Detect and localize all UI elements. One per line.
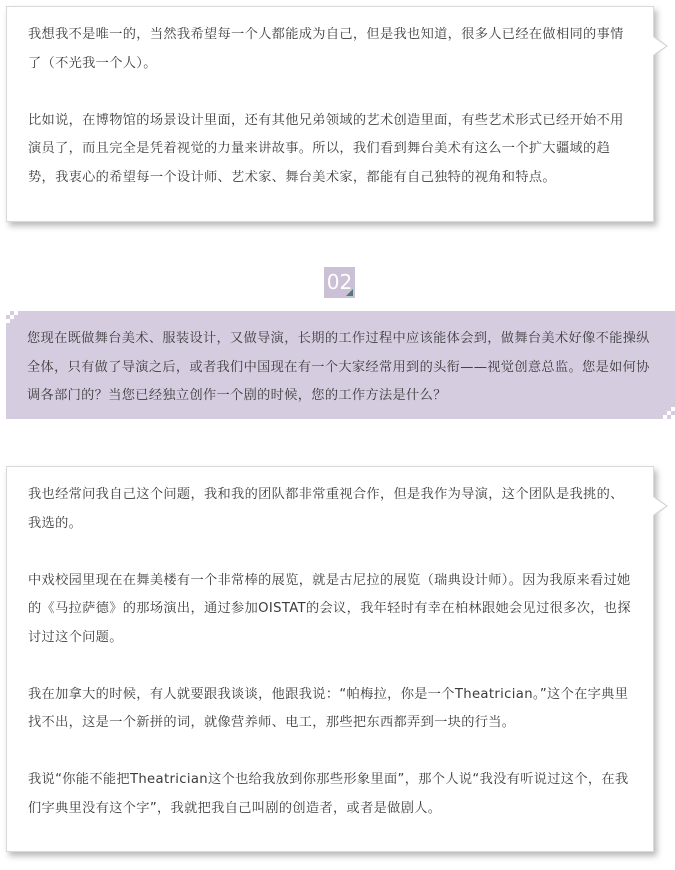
speech-tail <box>653 497 666 515</box>
answer-card-1 <box>6 6 654 222</box>
pixel-corner-decoration-top-left <box>6 311 22 327</box>
answer-paragraph: 我在加拿大的时候，有人就要跟我谈谈，他跟我说：“帕梅拉，你是一个Theatrician。”这个在字典里找不出，这是一个新拼的词，就像营养师、电工，那些把东西都弄到一块的行当。 <box>28 686 629 730</box>
answer-paragraph: 我说“你能不能把Theatrician这个也给我放到你那些形象里面”，那个人说“我没有听说过这个，在我们字典里没有这个字”，我就把我自己叫剧的创造者，或者是做剧人。 <box>28 772 629 816</box>
badge-corner-mark <box>346 289 353 296</box>
answer-card-2 <box>6 466 654 852</box>
question-block <box>6 311 675 419</box>
answer-paragraph: 比如说，在博物馆的场景设计里面，还有其他兄弟领域的艺术创造里面，有些艺术形式已经开始不用演员了，而且完全是凭着视觉的力量来讲故事。所以，我们看到舞台美术有这么一个扩大疆域的趋势，我衷心的希望每一个设计师、艺术家、舞台美术家，都能有自己独特的视角和特点。 <box>28 112 624 185</box>
section-number: 02 <box>326 270 353 294</box>
pixel-corner-decoration-bottom-right <box>659 403 675 419</box>
speech-tail <box>653 37 666 55</box>
section-number-badge <box>324 267 355 298</box>
answer-paragraph: 我也经常问我自己这个问题，我和我的团队都非常重视合作，但是我作为导演，这个团队是我挑的、我选的。 <box>28 487 624 531</box>
answer-paragraph: 中戏校园里现在在舞美楼有一个非常棒的展览，就是古尼拉的展览（瑞典设计师）。因为我原来看过她的《马拉萨德》的那场演出，通过参加OISTAT的会议，我年轻时有幸在柏林跟她会见过很多次，也探讨过这个问题。 <box>28 572 631 645</box>
question-text: 您现在既做舞台美术、服装设计，又做导演，长期的工作过程中应该能体会到，做舞台美术好像不能操纵全体，只有做了导演之后，或者我们中国现在有一个大家经常用到的头衔——视觉创意总监。您是如何协调各部门的？当您已经独立创作一个剧的时候，您的工作方法是什么？ <box>27 331 650 403</box>
answer-paragraph: 我想我不是唯一的，当然我希望每一个人都能成为自己，但是我也知道，很多人已经在做相同的事情了（不光我一个人）。 <box>28 27 624 71</box>
